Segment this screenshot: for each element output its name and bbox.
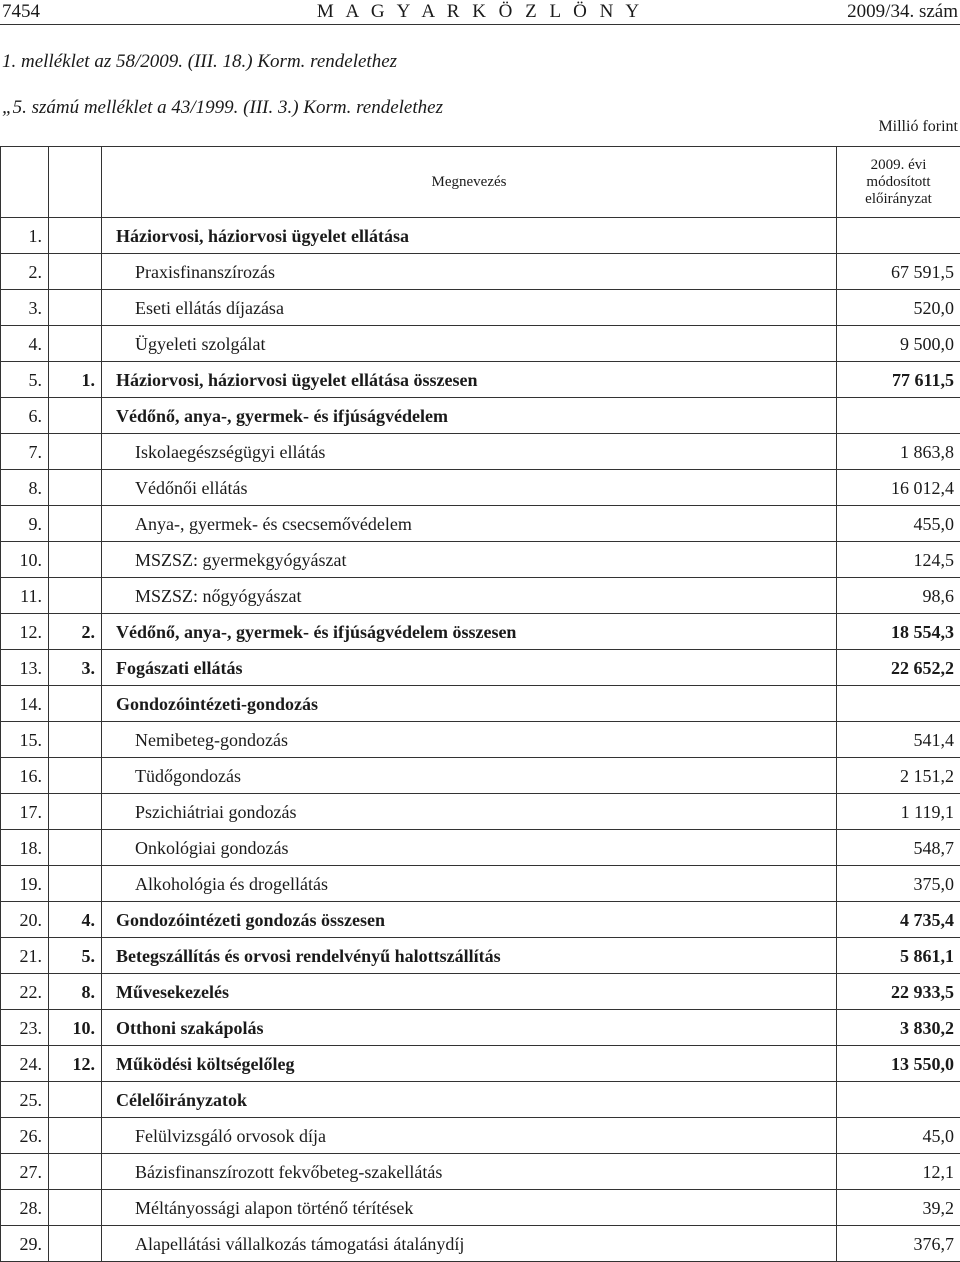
- row-code: [49, 506, 102, 542]
- row-code: [49, 686, 102, 722]
- row-code: [49, 434, 102, 470]
- row-value: 455,0: [837, 506, 960, 542]
- page-number: 7454: [2, 0, 40, 24]
- row-label-cell: [102, 1010, 837, 1046]
- row-label-cell: [102, 398, 837, 434]
- row-value: 4 735,4: [837, 902, 960, 938]
- row-code: [49, 722, 102, 758]
- annex-title: 1. melléklet az 58/2009. (III. 18.) Korm. rendelethez: [2, 50, 397, 74]
- row-label: Alapellátási vállalkozás támogatási átalánydíj: [102, 1233, 464, 1255]
- row-number: 4.: [1, 326, 49, 362]
- row-code: 4.: [49, 902, 102, 938]
- row-label-cell: [102, 578, 837, 614]
- row-label-cell: [102, 722, 837, 758]
- row-label-cell: [102, 1190, 837, 1226]
- row-label: Védőnői ellátás: [102, 477, 247, 499]
- row-label-cell: [102, 470, 837, 506]
- row-label: Felülvizsgáló orvosok díja: [102, 1125, 326, 1147]
- journal-title: M A G Y A R K Ö Z L Ö N Y: [0, 0, 960, 24]
- row-label-cell: [102, 218, 837, 254]
- row-number: 27.: [1, 1154, 49, 1190]
- row-code: [49, 218, 102, 254]
- issue-number: 2009/34. szám: [847, 0, 958, 24]
- row-value: 98,6: [837, 578, 960, 614]
- row-code: [49, 578, 102, 614]
- row-label: Védőnő, anya-, gyermek- és ifjúságvédelem: [102, 405, 448, 427]
- row-number: 13.: [1, 650, 49, 686]
- row-label-cell: [102, 794, 837, 830]
- row-value: 3 830,2: [837, 1010, 960, 1046]
- row-label: Gondozóintézeti gondozás összesen: [102, 909, 385, 931]
- row-label-cell: [102, 254, 837, 290]
- row-label: Pszichiátriai gondozás: [102, 801, 296, 823]
- row-number: 8.: [1, 470, 49, 506]
- header-empty-no: [1, 147, 49, 218]
- row-number: 19.: [1, 866, 49, 902]
- row-code: [49, 290, 102, 326]
- row-value: [837, 686, 960, 722]
- row-label: Alkohológia és drogellátás: [102, 873, 328, 895]
- table-row: [1, 866, 960, 902]
- table-row: [1, 1190, 960, 1226]
- table-row: [1, 902, 960, 938]
- row-label-cell: [102, 686, 837, 722]
- table-row: [1, 1154, 960, 1190]
- row-code: 12.: [49, 1046, 102, 1082]
- row-label-cell: [102, 326, 837, 362]
- row-number: 22.: [1, 974, 49, 1010]
- row-label-cell: [102, 290, 837, 326]
- row-value: 541,4: [837, 722, 960, 758]
- table-row: [1, 398, 960, 434]
- row-code: 8.: [49, 974, 102, 1010]
- row-label-cell: [102, 830, 837, 866]
- row-label-cell: [102, 506, 837, 542]
- row-label: Bázisfinanszírozott fekvőbeteg-szakellátás: [102, 1161, 442, 1183]
- page-header: [0, 0, 960, 25]
- row-number: 29.: [1, 1226, 49, 1262]
- row-label-cell: [102, 650, 837, 686]
- row-value: 67 591,5: [837, 254, 960, 290]
- table-row: [1, 794, 960, 830]
- row-code: [49, 1118, 102, 1154]
- row-label: Védőnő, anya-, gyermek- és ifjúságvédelem összesen: [102, 621, 516, 643]
- row-label: Eseti ellátás díjazása: [102, 297, 284, 319]
- row-value: 5 861,1: [837, 938, 960, 974]
- header-empty-code: [49, 147, 102, 218]
- row-value: 1 863,8: [837, 434, 960, 470]
- row-code: [49, 326, 102, 362]
- row-label-cell: [102, 1118, 837, 1154]
- table-row: [1, 686, 960, 722]
- table-row: [1, 1226, 960, 1262]
- table-row: [1, 542, 960, 578]
- row-value: 18 554,3: [837, 614, 960, 650]
- row-code: [49, 1190, 102, 1226]
- row-number: 17.: [1, 794, 49, 830]
- row-code: [49, 866, 102, 902]
- column-header-value: 2009. évi módosított előirányzat: [837, 147, 960, 218]
- row-label: Onkológiai gondozás: [102, 837, 288, 859]
- row-code: [49, 398, 102, 434]
- row-number: 20.: [1, 902, 49, 938]
- row-label: Ügyeleti szolgálat: [102, 333, 265, 355]
- row-number: 12.: [1, 614, 49, 650]
- row-number: 7.: [1, 434, 49, 470]
- row-number: 9.: [1, 506, 49, 542]
- table-row: [1, 506, 960, 542]
- row-number: 5.: [1, 362, 49, 398]
- row-value: 13 550,0: [837, 1046, 960, 1082]
- row-label-cell: [102, 614, 837, 650]
- row-value: 520,0: [837, 290, 960, 326]
- row-number: 2.: [1, 254, 49, 290]
- row-number: 26.: [1, 1118, 49, 1154]
- row-code: [49, 254, 102, 290]
- row-label: Praxisfinanszírozás: [102, 261, 275, 283]
- row-label-cell: [102, 974, 837, 1010]
- row-code: 3.: [49, 650, 102, 686]
- row-label: MSZSZ: nőgyógyászat: [102, 585, 302, 607]
- row-value: 124,5: [837, 542, 960, 578]
- row-label-cell: [102, 434, 837, 470]
- table-row: [1, 434, 960, 470]
- row-value: 1 119,1: [837, 794, 960, 830]
- annex-subtitle: „5. számú melléklet a 43/1999. (III. 3.) Korm. rendelethez: [2, 96, 443, 120]
- row-code: [49, 794, 102, 830]
- row-label: Működési költségelőleg: [102, 1053, 295, 1075]
- row-number: 11.: [1, 578, 49, 614]
- row-label: Iskolaegészségügyi ellátás: [102, 441, 325, 463]
- row-label-cell: [102, 1226, 837, 1262]
- row-label-cell: [102, 902, 837, 938]
- table-row: [1, 470, 960, 506]
- row-label: Háziorvosi, háziorvosi ügyelet ellátása összesen: [102, 369, 477, 391]
- row-value: 22 652,2: [837, 650, 960, 686]
- row-value: 9 500,0: [837, 326, 960, 362]
- row-label-cell: [102, 1154, 837, 1190]
- row-value: 375,0: [837, 866, 960, 902]
- row-value: 16 012,4: [837, 470, 960, 506]
- row-label: Célelőirányzatok: [102, 1089, 247, 1111]
- row-value: 2 151,2: [837, 758, 960, 794]
- row-value: 39,2: [837, 1190, 960, 1226]
- row-number: 6.: [1, 398, 49, 434]
- row-code: 10.: [49, 1010, 102, 1046]
- row-code: [49, 542, 102, 578]
- row-label-cell: [102, 362, 837, 398]
- row-number: 15.: [1, 722, 49, 758]
- table-row: [1, 974, 960, 1010]
- row-label-cell: [102, 542, 837, 578]
- row-label: Méltányossági alapon történő térítések: [102, 1197, 413, 1219]
- row-label: Gondozóintézeti-gondozás: [102, 693, 318, 715]
- table-row: [1, 830, 960, 866]
- table-row: [1, 1118, 960, 1154]
- row-number: 24.: [1, 1046, 49, 1082]
- row-number: 18.: [1, 830, 49, 866]
- row-label: Otthoni szakápolás: [102, 1017, 264, 1039]
- table-row: [1, 938, 960, 974]
- row-value: [837, 1082, 960, 1118]
- column-header-name: Megnevezés: [102, 147, 837, 218]
- row-number: 16.: [1, 758, 49, 794]
- table-row: [1, 218, 960, 254]
- row-number: 28.: [1, 1190, 49, 1226]
- table-row: [1, 1010, 960, 1046]
- row-label-cell: [102, 938, 837, 974]
- row-label: Művesekezelés: [102, 981, 229, 1003]
- row-code: [49, 758, 102, 794]
- row-value: 12,1: [837, 1154, 960, 1190]
- row-number: 10.: [1, 542, 49, 578]
- table-body: [1, 218, 960, 1262]
- row-value: 77 611,5: [837, 362, 960, 398]
- table-row: [1, 614, 960, 650]
- table-row: [1, 326, 960, 362]
- row-value: [837, 218, 960, 254]
- row-number: 25.: [1, 1082, 49, 1118]
- row-label: Anya-, gyermek- és csecsemővédelem: [102, 513, 412, 535]
- table-row: [1, 362, 960, 398]
- row-number: 14.: [1, 686, 49, 722]
- row-label-cell: [102, 1082, 837, 1118]
- row-label-cell: [102, 866, 837, 902]
- row-code: [49, 1226, 102, 1262]
- row-code: 5.: [49, 938, 102, 974]
- row-label: Betegszállítás és orvosi rendelvényű halottszállítás: [102, 945, 501, 967]
- row-code: [49, 470, 102, 506]
- row-number: 21.: [1, 938, 49, 974]
- row-code: [49, 830, 102, 866]
- row-label: Tüdőgondozás: [102, 765, 241, 787]
- row-label: MSZSZ: gyermekgyógyászat: [102, 549, 346, 571]
- row-label-cell: [102, 1046, 837, 1082]
- budget-table: [0, 146, 960, 1262]
- table-row: [1, 1046, 960, 1082]
- table-row: [1, 758, 960, 794]
- table-row: [1, 290, 960, 326]
- row-value: 45,0: [837, 1118, 960, 1154]
- row-number: 1.: [1, 218, 49, 254]
- row-value: 548,7: [837, 830, 960, 866]
- row-label-cell: [102, 758, 837, 794]
- table-row: [1, 254, 960, 290]
- row-value: [837, 398, 960, 434]
- row-number: 3.: [1, 290, 49, 326]
- row-label: Nemibeteg-gondozás: [102, 729, 288, 751]
- row-label: Fogászati ellátás: [102, 657, 242, 679]
- unit-label: Millió forint: [878, 117, 958, 137]
- row-code: 1.: [49, 362, 102, 398]
- row-code: [49, 1082, 102, 1118]
- table-header-row: [1, 147, 960, 218]
- table-row: [1, 578, 960, 614]
- row-number: 23.: [1, 1010, 49, 1046]
- row-code: [49, 1154, 102, 1190]
- row-label: Háziorvosi, háziorvosi ügyelet ellátása: [102, 225, 409, 247]
- row-value: 22 933,5: [837, 974, 960, 1010]
- table-row: [1, 1082, 960, 1118]
- row-value: 376,7: [837, 1226, 960, 1262]
- table-row: [1, 722, 960, 758]
- row-code: 2.: [49, 614, 102, 650]
- table-row: [1, 650, 960, 686]
